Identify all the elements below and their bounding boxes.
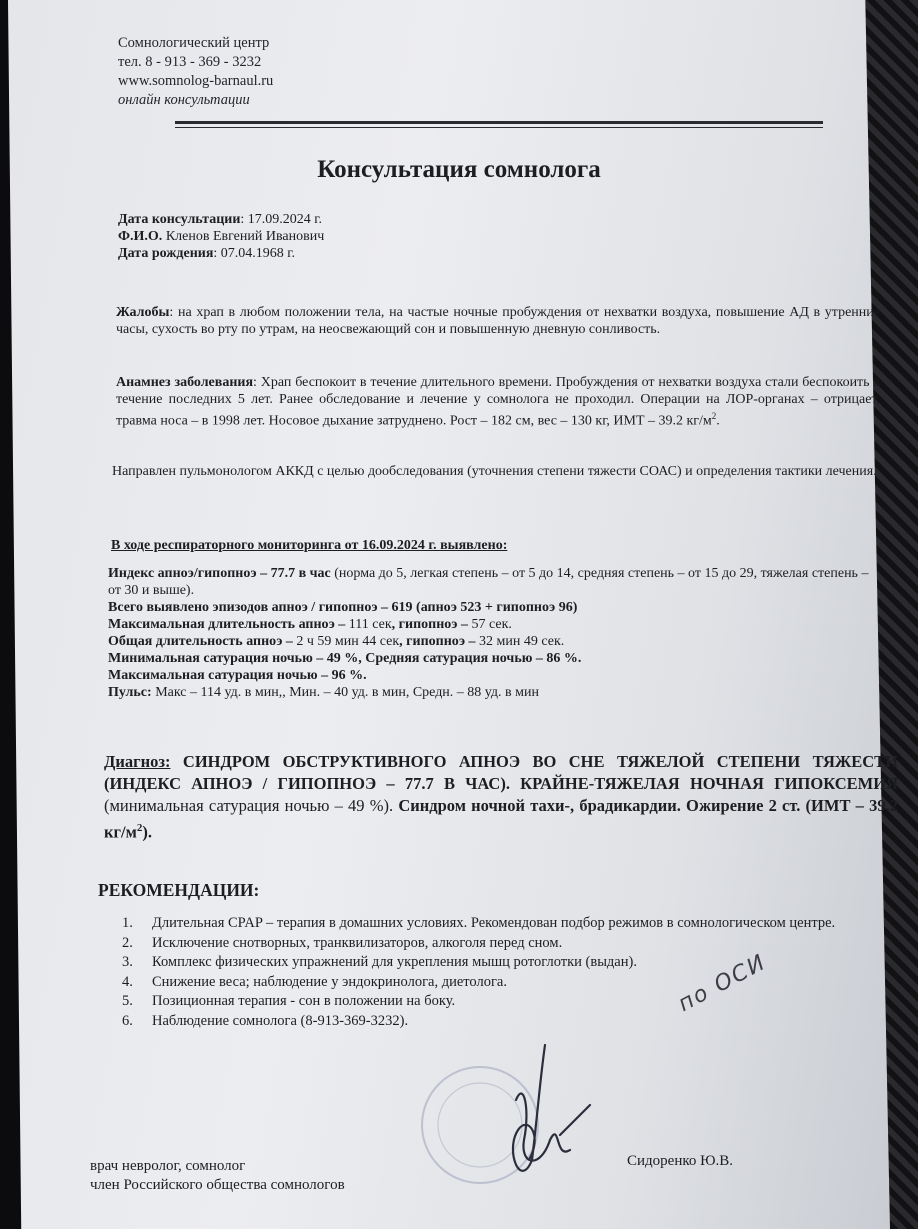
min-saturation-line: Минимальная сатурация ночью – 49 %, Средняя сатурация ночью – 86 %. xyxy=(108,651,582,666)
recommendation-item: 5. Позиционная терапия - сон в положении на боку. xyxy=(122,993,456,1009)
patient-name: Ф.И.О. Кленов Евгений Иванович xyxy=(118,229,325,244)
recommendation-item: 3. Комплекс физических упражнений для укрепления мышц ротоглотки (выдан). xyxy=(122,954,637,970)
max-duration-line: Максимальная длительность апноэ – 111 сек, гипопноэ – 57 сек. xyxy=(108,617,512,632)
center-phone: тел. 8 - 913 - 369 - 3232 xyxy=(118,54,262,70)
max-saturation-line: Максимальная сатурация ночью – 96 %. xyxy=(108,668,367,683)
signature-stroke xyxy=(513,1045,590,1171)
patient-info xyxy=(118,211,324,262)
recommendations-heading: РЕКОМЕНДАЦИИ: xyxy=(98,880,260,900)
recommendation-item: 4. Снижение веса; наблюдение у эндокринолога, диетолога. xyxy=(122,973,507,990)
header-rule-thin xyxy=(175,127,823,128)
diagnosis-paragraph: Диагноз: СИНДРОМ ОБСТРУКТИВНОГО АПНОЭ ВО СНЕ ТЯЖЕЛОЙ СТЕПЕНИ ТЯЖЕСТИ (ИНДЕКС АПНОЭ / ГИПОПНОЭ – 77.7 В ЧАС). КРАЙНЕ-ТЯЖЕЛАЯ НОЧНАЯ ГИПОКСЕМИЯ (минимальная сатурация ночью – 49 %). Синдром ночной тахи-, брадикардии. Ожирение 2 ст. (ИМТ – 39.2 $кг/м^2$). xyxy=(104,752,898,842)
stamp-inner-circle xyxy=(438,1083,522,1167)
monitoring-heading: В ходе респираторного мониторинга от 16.09.2024 г. выявлено: xyxy=(111,538,508,553)
monitoring-results xyxy=(108,565,882,701)
stamp-and-signature xyxy=(420,1040,620,1190)
stamp-circle xyxy=(422,1067,538,1183)
header-rule-thick xyxy=(175,121,823,124)
online-consult: онлайн консультации xyxy=(118,92,250,108)
handwritten-note: по ОСИ xyxy=(674,949,771,1017)
recommendation-item: 1. Длительная CPAP – терапия в домашних условиях. Рекомендован подбор режимов в сомнологическом центре. xyxy=(122,915,836,931)
recommendation-item: 2. Исключение снотворных, транквилизаторов, алкоголя перед сном. xyxy=(122,934,563,951)
center-website: www.somnolog-barnaul.ru xyxy=(118,73,274,89)
clinic-header xyxy=(118,34,273,110)
doctor-position: врач невролог, сомнолог xyxy=(90,1158,246,1174)
complaints-paragraph: Жалобы: на храп в любом положении тела, на частые ночные пробуждения от нехватки воздуха, повышение АД в утренние часы, сухость во рту по утрам, на неосвежающий сон и повышенную дневную сонливость. xyxy=(116,305,880,337)
consult-date: Дата консультации: 17.09.2024 г. xyxy=(118,212,322,227)
pulse-line: Пульс: Макс – 114 уд. в мин,, Мин. – 40 уд. в мин, Средн. – 88 уд. в мин xyxy=(108,685,539,700)
ahi-line: Индекс апноэ/гипопноэ – 77.7 в час (норма до 5, легкая степень – от 5 до 14, средняя степень – от 15 до 29, тяжелая степень – от 30 и выше). xyxy=(108,566,869,598)
doctor-name: Сидоренко Ю.В. xyxy=(627,1153,734,1169)
episodes-line: Всего выявлено эпизодов апноэ / гипопноэ – 619 (апноэ 523 + гипопноэ 96) xyxy=(108,600,578,615)
referral-paragraph: Направлен пульмонологом АККД с целью дообследования (уточнения степени тяжести СОАС) и определения тактики лечения. xyxy=(112,464,877,479)
recommendation-item: 6. Наблюдение сомнолога (8-913-369-3232). xyxy=(122,1012,409,1029)
document-title: Консультация сомнолога xyxy=(317,156,601,183)
center-name: Сомнологический центр xyxy=(118,35,270,51)
anamnesis-paragraph: Анамнез заболевания: Храп беспокоит в течение длительного времени. Пробуждения от нехватки воздуха стали беспокоить в течение последних 5 лет. Ранее обследование и лечение у сомнолога не проходил. Операции на ЛОР-органах – отрицает, травма носа – в 1998 лет. Носовое дыхание затруднено. Рост – 182 см, вес – 130 кг, ИМТ – 39.2 $кг/м^2$. xyxy=(116,375,880,429)
total-duration-line: Общая длительность апноэ – 2 ч 59 мин 44 сек, гипопноэ – 32 мин 49 сек. xyxy=(108,634,565,649)
doctor-society: член Российского общества сомнологов xyxy=(90,1177,345,1193)
recommendations-list xyxy=(112,915,912,1032)
birth-date: Дата рождения: 07.04.1968 г. xyxy=(118,246,295,261)
